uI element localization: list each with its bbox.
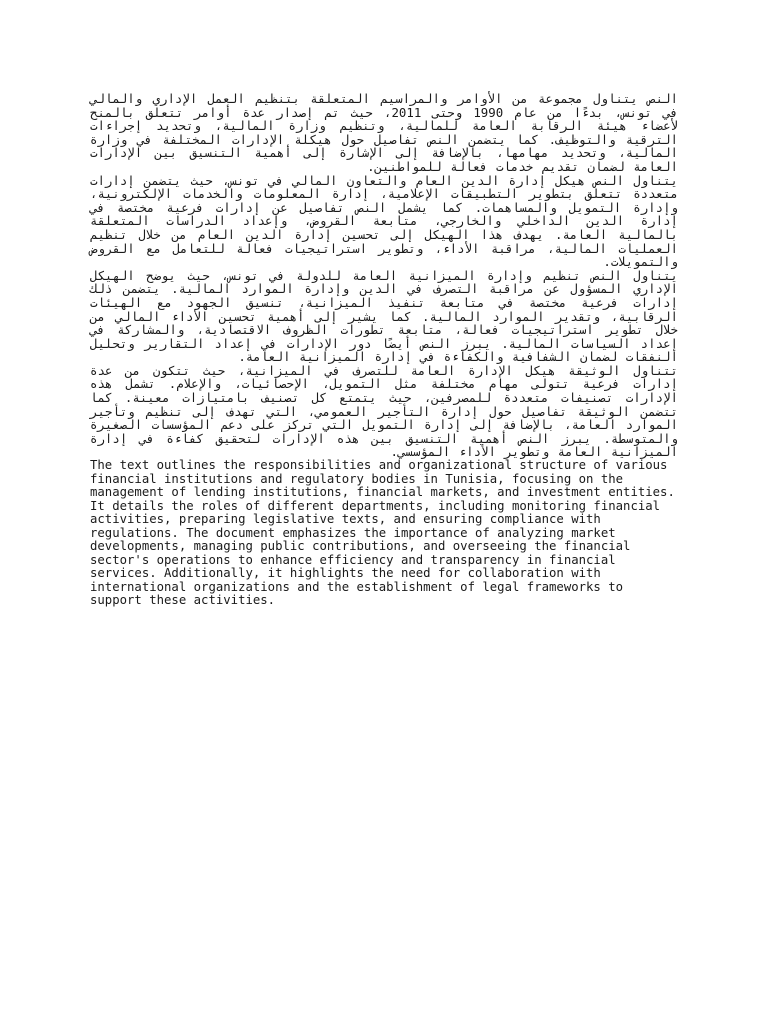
- arabic-paragraph-1: النص يتناول مجموعة من الأوامر والمراسيم المتعلقة بتنظيم العمل الإداري والمالي في تونس، بدءًا من عام 1990 وحتى 2011، حيث تم إصدار عدة أوامر تتعلق بالمنح لأعضاء هيئة الرقابة العامة للمالية، وتنظيم وزارة المالية، وتحديد إجراءات الترقية والتوظيف. كما يتضمن النص تفاصيل حول هيكلة الإدارات المختلفة في وزارة المالية، وتحديد مهامها، بالإضافة إلى الإشارة إلى أهمية التنسيق بين الإدارات العامة لضمان تقديم خدمات فعالة للمواطنين.: [90, 91, 678, 174]
- arabic-paragraph-2: يتناول النص هيكل إدارة الدين العام والتعاون المالي في تونس، حيث يتضمن إدارات متعددة تتعلق بتطوير التطبيقات الإعلامية، إدارة المعلومات والخدمات الإلكترونية، وإدارة التمويل والمساهمات. كما يشمل النص تفاصيل عن إدارات فرعية مختصة في إدارة الدين الداخلي والخارجي، متابعة القروض، وإعداد الدراسات المتعلقة بالمالية العامة. يهدف هذا الهيكل إلى تحسين إدارة الدين العام من خلال تنظيم العمليات المالية، مراقبة الأداء، وتطوير استراتيجيات فعالة للتعامل مع القروض والتمويلات.: [90, 172, 678, 270]
- document-body: [90, 92, 678, 608]
- english-summary-paragraph: The text outlines the responsibilities and organizational structure of various financial institutions and regulatory bodies in Tunisia, focusing on the management of lending institutions, financial markets, and investment entities. It details the roles of different departments, including monitoring financial activities, preparing legislative texts, and ensuring compliance with regulations. The document emphasizes the importance of analyzing market developments, managing public contributions, and overseeing the financial sector's operations to enhance efficiency and transparency in financial services. Additionally, it highlights the need for collaboration with international organizations and the establishment of legal frameworks to support these activities.: [90, 458, 675, 608]
- arabic-paragraph-3: يتناول النص تنظيم وإدارة الميزانية العامة للدولة في تونس، حيث يوضح الهيكل الإداري المسؤول عن مراقبة التصرف في الدين وإدارة الموارد المالية. يتضمن ذلك إدارات فرعية مختصة في متابعة تنفيذ الميزانية، تنسيق الجهود مع الهيئات الرقابية، وتقدير الموارد المالية. كما يشير إلى أهمية تحسين الأداء المالي من خلال تطوير استراتيجيات فعالة، متابعة تطورات الظروف الاقتصادية، والمشاركة في إعداد السياسات المالية. يبرز النص أيضًا دور الإدارات في إعداد التقارير وتحليل النفقات لضمان الشفافية والكفاءة في إدارة الميزانية العامة.: [90, 267, 678, 365]
- arabic-paragraph-4: تتناول الوثيقة هيكل الإدارة العامة للتصرف في الميزانية، حيث تتكون من عدة إدارات فرعية تتولى مهام مختلفة مثل التمويل، الإحصائيات، والإعلام. تشمل هذه الإدارات تصنيفات متعددة للمصرفين، حيث يتمتع كل تصنيف بامتيازات معينة. كما تتضمن الوثيقة تفاصيل حول إدارة التأجير العمومي، التي تهدف إلى تنظيم وتأجير الموارد العامة، بالإضافة إلى إدارة التمويل التي تركز على دعم المؤسسات الصغيرة والمتوسطة. يبرز النص أهمية التنسيق بين هذه الإدارات لتحقيق كفاءة في إدارة الميزانية العامة وتطوير الأداء المؤسسي.: [90, 362, 678, 460]
